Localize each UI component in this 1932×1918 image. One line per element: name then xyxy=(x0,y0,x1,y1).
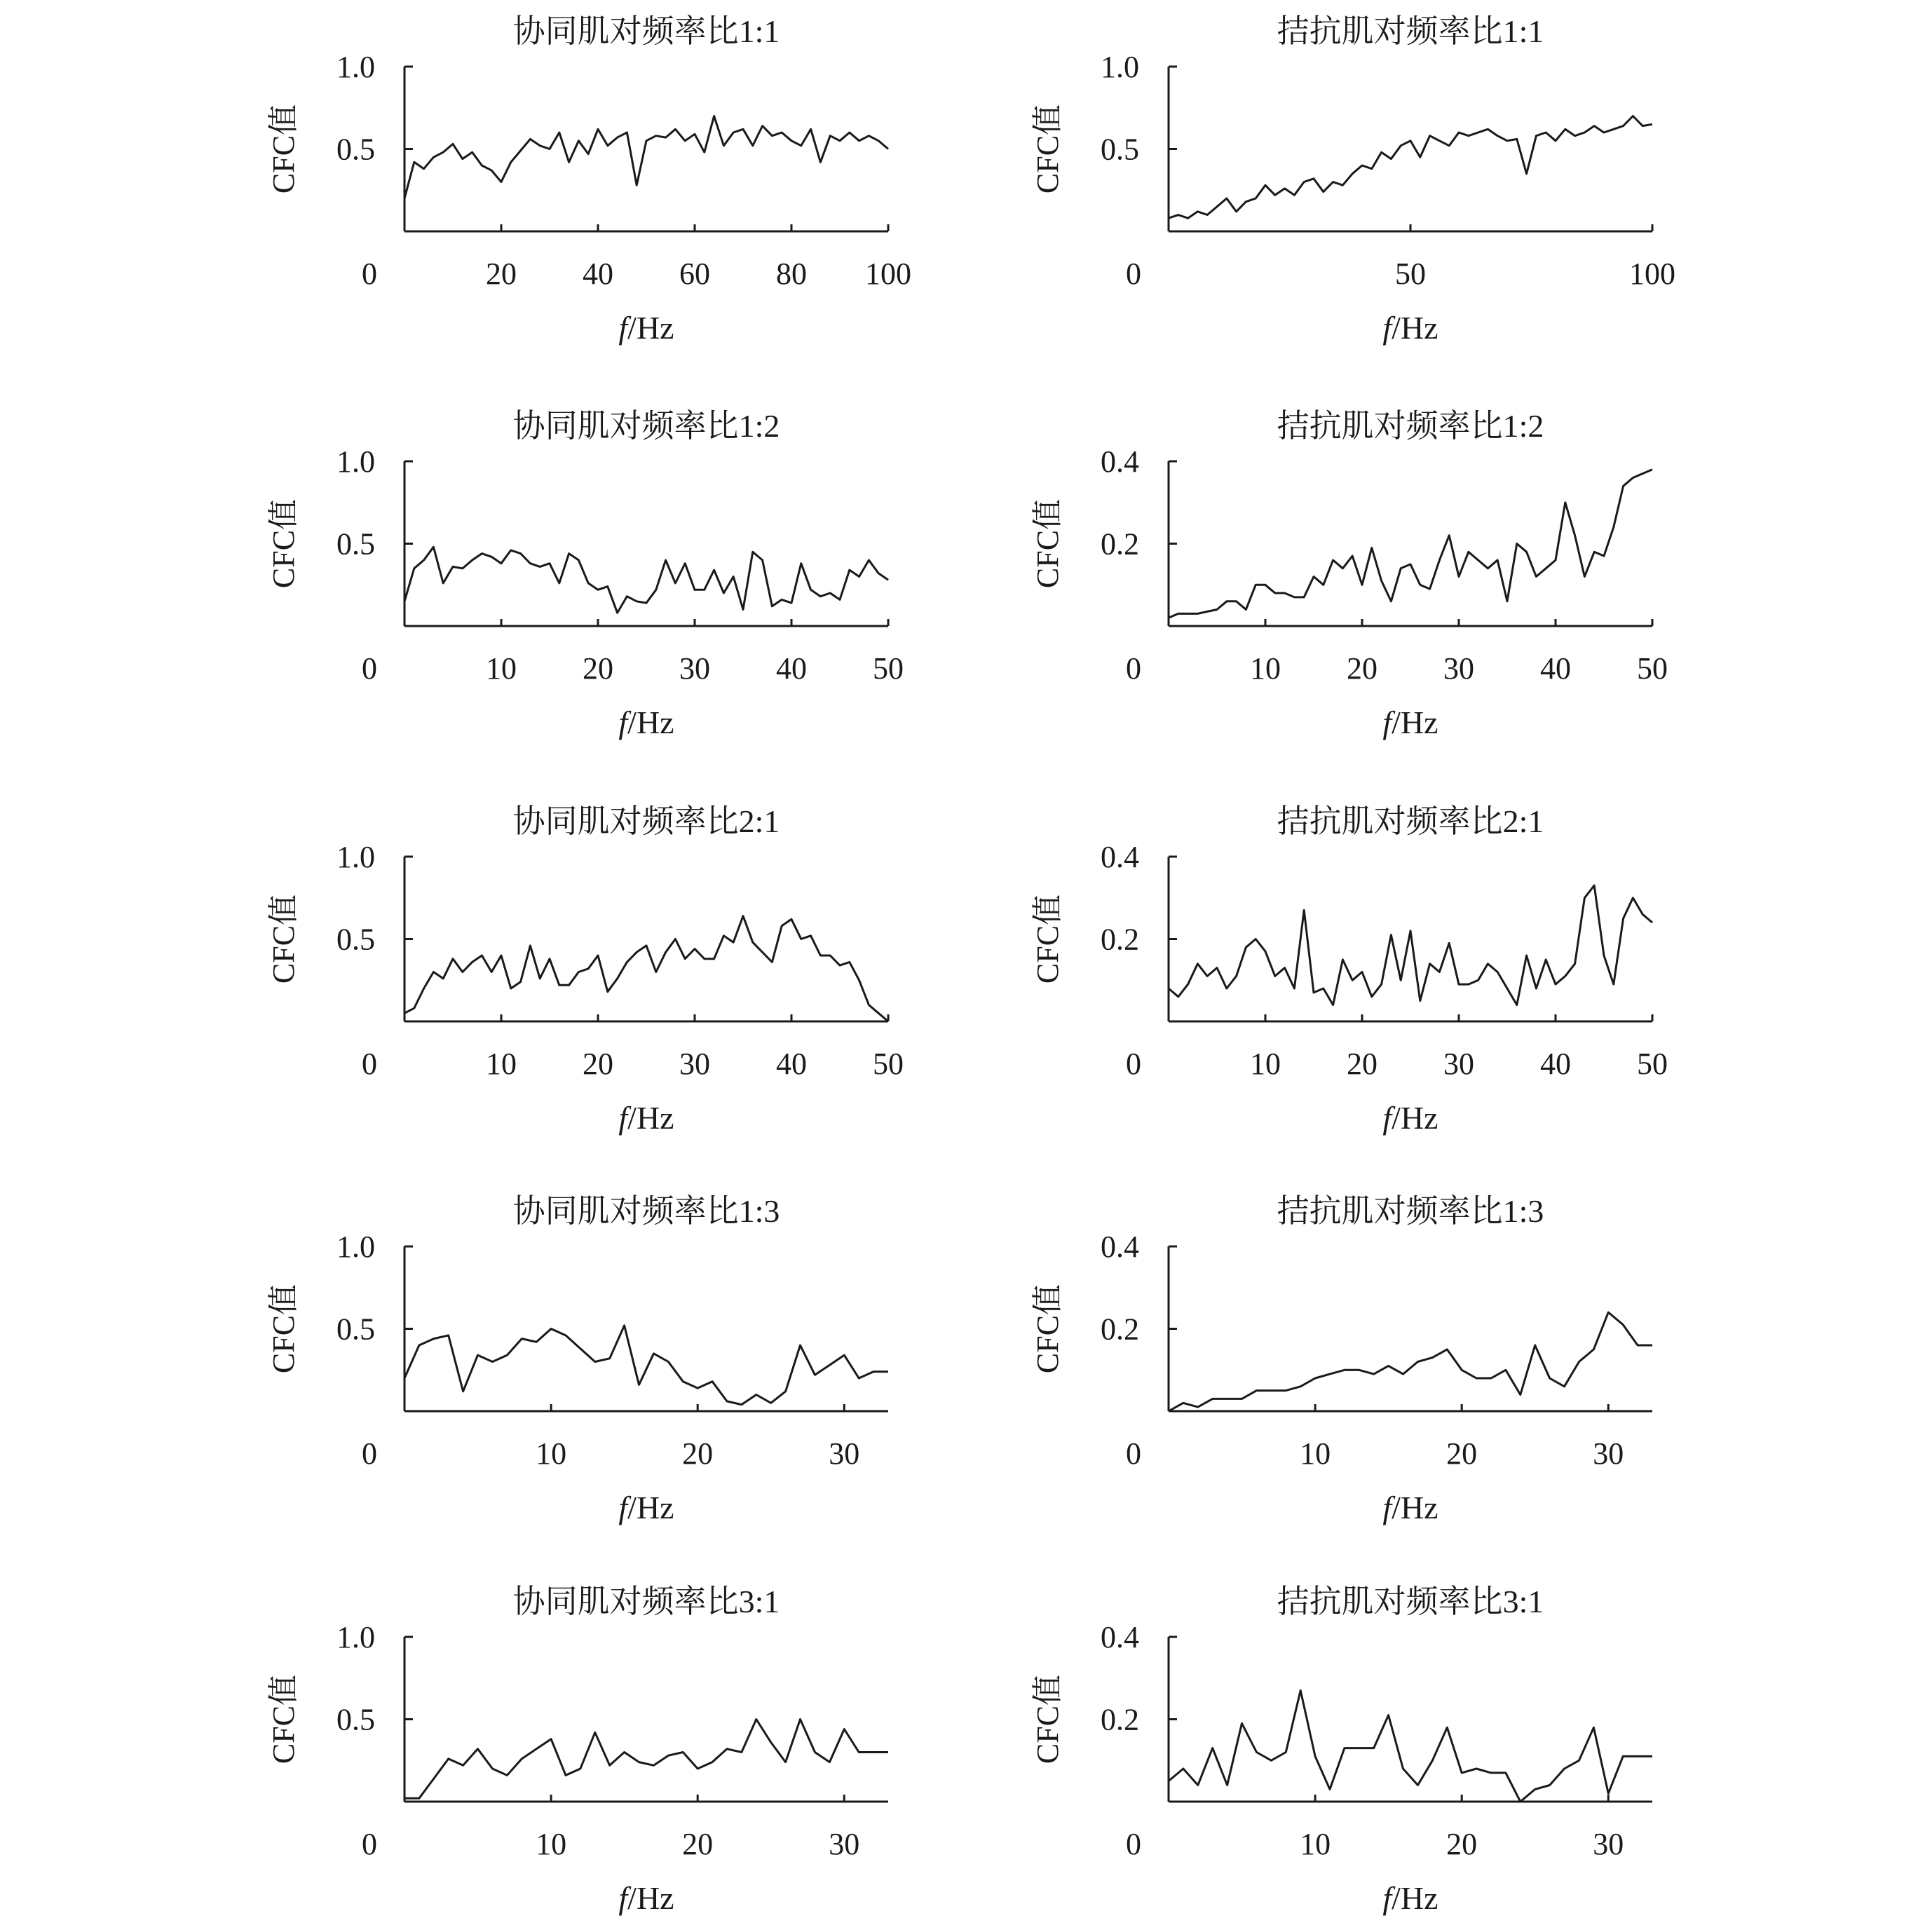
chart-title: 协同肌对频率比3:1 xyxy=(512,1584,780,1619)
y-tick-label: 1.0 xyxy=(336,50,375,84)
y-axis-label: CFC值 xyxy=(266,894,301,984)
x-axis-label-unit: /Hz xyxy=(627,1100,674,1136)
x-axis-label xyxy=(1382,1490,1438,1525)
x-tick-label: 40 xyxy=(1540,1047,1571,1081)
x-axis-label-var: f xyxy=(1382,1490,1392,1525)
series-line-1 xyxy=(1169,116,1652,219)
x-tick-label: 50 xyxy=(1395,257,1426,291)
x-tick-label: 10 xyxy=(1250,1047,1281,1081)
x-tick-label: 30 xyxy=(679,1047,710,1081)
x-tick-label: 30 xyxy=(829,1436,860,1471)
chart-panel-9 xyxy=(266,1584,888,1916)
chart-panel-5 xyxy=(266,803,904,1136)
chart-title: 协同肌对频率比1:2 xyxy=(512,408,780,444)
x-tick-label: 80 xyxy=(776,257,807,291)
x-axis-label-var: f xyxy=(618,1880,628,1916)
y-axis-label: CFC值 xyxy=(266,1674,301,1764)
x-tick-label: 0 xyxy=(362,257,377,291)
x-axis-label xyxy=(618,705,674,740)
x-tick-label: 0 xyxy=(362,1827,377,1861)
x-tick-label: 20 xyxy=(682,1827,714,1861)
x-axis-label xyxy=(1382,705,1438,740)
chart-panel-8 xyxy=(1030,1193,1652,1525)
x-tick-label: 0 xyxy=(1126,651,1141,686)
chart-panel-1 xyxy=(266,13,911,346)
x-tick-label: 20 xyxy=(486,257,517,291)
x-tick-label: 0 xyxy=(1126,257,1141,291)
x-tick-label: 0 xyxy=(1126,1827,1141,1861)
x-tick-label: 20 xyxy=(583,651,613,686)
chart-title: 协同肌对频率比2:1 xyxy=(512,803,780,839)
x-tick-label: 20 xyxy=(1347,1047,1377,1081)
x-tick-label: 10 xyxy=(486,1047,517,1081)
x-tick-label: 10 xyxy=(1300,1436,1331,1471)
y-tick-label: 1.0 xyxy=(336,1620,375,1654)
y-tick-label: 0.4 xyxy=(1101,444,1139,479)
x-axis-label-unit: /Hz xyxy=(1392,1880,1438,1916)
y-axis-label: CFC值 xyxy=(1030,894,1065,984)
series-line-1 xyxy=(1169,1312,1652,1411)
y-axis-label: CFC值 xyxy=(1030,1284,1065,1374)
x-axis-label xyxy=(618,310,674,346)
x-axis-label-unit: /Hz xyxy=(1392,310,1438,346)
x-tick-label: 30 xyxy=(1443,651,1474,686)
x-tick-label: 30 xyxy=(829,1827,860,1861)
y-tick-label: 0.4 xyxy=(1101,840,1139,874)
chart-panel-3 xyxy=(266,408,904,740)
x-axis-label-var: f xyxy=(618,1490,628,1525)
y-axis-label: CFC值 xyxy=(266,1284,301,1374)
x-tick-label: 30 xyxy=(1593,1436,1624,1471)
x-tick-label: 0 xyxy=(1126,1047,1141,1081)
x-tick-label: 20 xyxy=(682,1436,714,1471)
x-axis-label xyxy=(618,1100,674,1136)
y-tick-label: 0.5 xyxy=(1101,132,1139,167)
x-tick-label: 50 xyxy=(873,1047,904,1081)
x-axis-label xyxy=(1382,310,1438,346)
x-tick-label: 0 xyxy=(362,1436,377,1471)
x-tick-label: 40 xyxy=(776,1047,807,1081)
x-tick-label: 20 xyxy=(1446,1827,1478,1861)
x-axis-label-var: f xyxy=(618,1100,628,1136)
x-tick-label: 10 xyxy=(536,1436,567,1471)
chart-title: 拮抗肌对频率比3:1 xyxy=(1277,1584,1544,1619)
x-axis-label-var: f xyxy=(618,705,628,740)
x-axis-label-var: f xyxy=(618,310,628,346)
x-axis-label xyxy=(618,1490,674,1525)
y-tick-label: 1.0 xyxy=(336,840,375,874)
x-tick-label: 0 xyxy=(1126,1436,1141,1471)
series-line-1 xyxy=(1169,470,1652,618)
x-tick-label: 30 xyxy=(679,651,710,686)
x-tick-label: 40 xyxy=(776,651,807,686)
y-tick-label: 0.5 xyxy=(336,1312,375,1347)
x-tick-label: 50 xyxy=(1637,651,1668,686)
y-tick-label: 0.2 xyxy=(1101,526,1139,562)
y-tick-label: 1.0 xyxy=(336,444,375,479)
chart-title: 拮抗肌对频率比2:1 xyxy=(1277,803,1544,839)
x-tick-label: 50 xyxy=(1637,1047,1668,1081)
chart-panel-6 xyxy=(1030,803,1668,1136)
x-tick-label: 0 xyxy=(362,1047,377,1081)
y-tick-label: 0.2 xyxy=(1101,1312,1139,1347)
chart-panel-10 xyxy=(1030,1584,1652,1916)
x-axis-label-var: f xyxy=(1382,310,1392,346)
series-line-1 xyxy=(404,1326,888,1405)
x-tick-label: 50 xyxy=(873,651,904,686)
x-axis-label xyxy=(1382,1880,1438,1916)
y-axis-label: CFC值 xyxy=(1030,1674,1065,1764)
y-axis-label: CFC值 xyxy=(266,104,301,194)
chart-title: 拮抗肌对频率比1:1 xyxy=(1277,13,1544,49)
x-tick-label: 10 xyxy=(1250,651,1281,686)
x-tick-label: 10 xyxy=(536,1827,567,1861)
x-axis-label-var: f xyxy=(1382,1100,1392,1136)
y-tick-label: 0.2 xyxy=(1101,922,1139,957)
y-tick-label: 0.5 xyxy=(336,526,375,562)
series-line-1 xyxy=(1169,1690,1652,1802)
y-tick-label: 0.4 xyxy=(1101,1620,1139,1654)
chart-title: 协同肌对频率比1:1 xyxy=(512,13,780,49)
x-tick-label: 40 xyxy=(1540,651,1571,686)
y-tick-label: 0.5 xyxy=(336,132,375,167)
x-tick-label: 30 xyxy=(1593,1827,1624,1861)
y-tick-label: 1.0 xyxy=(336,1230,375,1264)
series-line-1 xyxy=(1169,885,1652,1005)
chart-panel-4 xyxy=(1030,408,1668,740)
x-axis-label-unit: /Hz xyxy=(1392,705,1438,740)
y-tick-label: 1.0 xyxy=(1101,50,1139,84)
chart-title: 协同肌对频率比1:3 xyxy=(512,1193,780,1229)
x-tick-label: 0 xyxy=(362,651,377,686)
series-line-1 xyxy=(404,116,888,199)
series-line-1 xyxy=(404,547,888,613)
x-axis-label-unit: /Hz xyxy=(627,310,674,346)
x-tick-label: 20 xyxy=(1347,651,1377,686)
y-axis-label: CFC值 xyxy=(1030,104,1065,194)
x-tick-label: 10 xyxy=(1300,1827,1331,1861)
x-axis-label-unit: /Hz xyxy=(1392,1100,1438,1136)
chart-title: 拮抗肌对频率比1:3 xyxy=(1277,1193,1544,1229)
y-tick-label: 0.2 xyxy=(1101,1702,1139,1737)
x-tick-label: 30 xyxy=(1443,1047,1474,1081)
x-axis-label-unit: /Hz xyxy=(1392,1490,1438,1525)
x-axis-label-var: f xyxy=(1382,1880,1392,1916)
x-tick-label: 10 xyxy=(486,651,517,686)
y-tick-label: 0.5 xyxy=(336,1702,375,1737)
x-axis-label-unit: /Hz xyxy=(627,1880,674,1916)
series-line-1 xyxy=(404,916,888,1021)
x-tick-label: 100 xyxy=(865,257,911,291)
x-axis-label-var: f xyxy=(1382,705,1392,740)
y-axis-label: CFC值 xyxy=(266,498,301,589)
x-tick-label: 60 xyxy=(679,257,710,291)
x-tick-label: 20 xyxy=(583,1047,613,1081)
chart-panel-2 xyxy=(1030,13,1675,346)
x-axis-label xyxy=(1382,1100,1438,1136)
x-axis-label-unit: /Hz xyxy=(627,705,674,740)
x-tick-label: 40 xyxy=(583,257,613,291)
y-axis-label: CFC值 xyxy=(1030,498,1065,589)
chart-title: 拮抗肌对频率比1:2 xyxy=(1277,408,1544,444)
series-line-1 xyxy=(404,1720,888,1799)
y-tick-label: 0.4 xyxy=(1101,1230,1139,1264)
chart-panel-7 xyxy=(266,1193,888,1525)
x-axis-label xyxy=(618,1880,674,1916)
x-tick-label: 100 xyxy=(1629,257,1675,291)
x-axis-label-unit: /Hz xyxy=(627,1490,674,1525)
y-tick-label: 0.5 xyxy=(336,922,375,957)
x-tick-label: 20 xyxy=(1446,1436,1478,1471)
